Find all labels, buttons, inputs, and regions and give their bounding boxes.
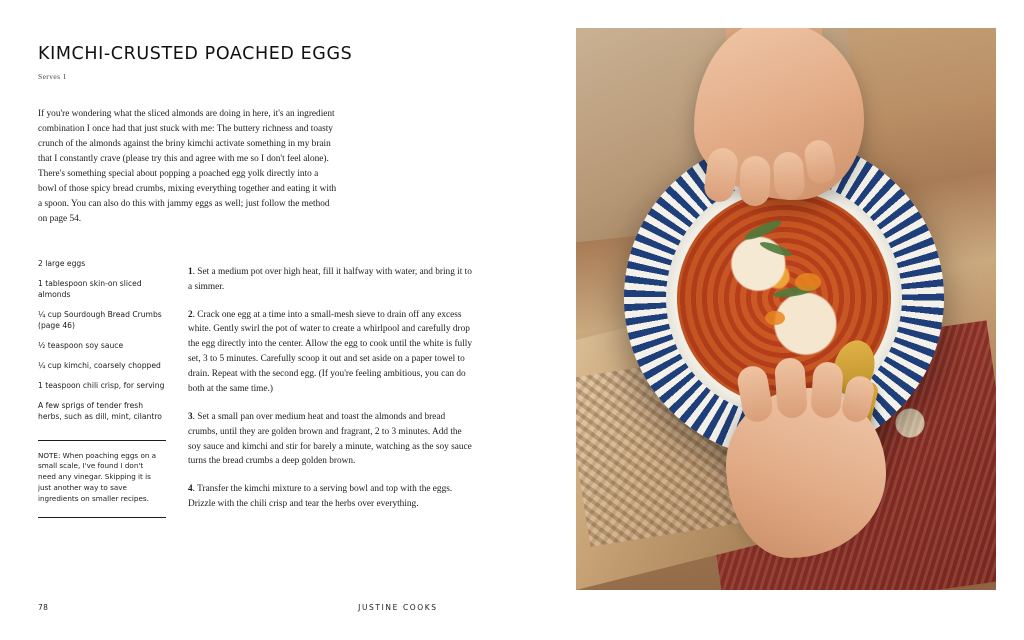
list-item: 1 teaspoon chili crisp, for serving <box>38 380 165 390</box>
recipe-headnote: If you're wondering what the sliced almonds are doing in here, it's an ingredient combination I once had that just stuck with me: The buttery richness and toasty crunch of the almonds against the briny kimchi activate something in my brain that I constantly crave (please try this and agree with me so I don't feel alone). There's something special about popping a poached egg yolk directly into a bowl of those spicy bread crumbs, mixing everything together and eating it with a spoon. You can also do this with jammy eggs as well; just follow the method on page 54. <box>38 109 337 225</box>
finger <box>802 138 837 186</box>
steps-column <box>188 256 472 526</box>
hand-upper <box>694 28 864 200</box>
list-item <box>188 308 472 397</box>
list-item <box>188 265 472 295</box>
recipe-body <box>38 256 472 526</box>
divider <box>38 440 166 441</box>
herb-sprig <box>743 217 783 243</box>
list-item: 2 large eggs <box>38 258 86 268</box>
divider <box>38 517 166 518</box>
ingredients-column <box>38 256 166 519</box>
yolk-drip <box>795 273 821 291</box>
list-item: ¼ cup Sourdough Bread Crumbs (page 46) <box>38 309 162 330</box>
step-number: 3 <box>188 411 193 422</box>
step-number: 4 <box>188 484 193 495</box>
step-text: . Transfer the kimchi mixture to a serving bowl and top with the eggs. Drizzle with the chili crisp and tear the herbs over everything. <box>188 484 453 510</box>
finger <box>772 151 805 201</box>
page-footer <box>38 603 472 612</box>
finger <box>739 155 771 206</box>
list-item: ½ teaspoon soy sauce <box>38 340 124 350</box>
list-item: ¼ cup kimchi, coarsely chopped <box>38 360 161 370</box>
list-item: A few sprigs of tender fresh herbs, such as dill, mint, cilantro <box>38 400 162 421</box>
finger <box>774 357 808 419</box>
step-number: 2 <box>188 309 193 320</box>
serves-label: Serves 1 <box>38 72 67 82</box>
list-item: 1 tablespoon skin-on sliced almonds <box>38 278 142 299</box>
page-number: 78 <box>38 603 49 612</box>
right-page <box>512 0 1024 640</box>
step-text: . Set a small pan over medium heat and toast the almonds and bread crumbs, until they are golden brown and fragrant, 2 to 3 minutes. Add the soy sauce and kimchi and stir for barely a minute, watching as the soy sauce turns the bread crumbs a deep golden brown. <box>188 411 472 467</box>
list-item <box>188 410 472 470</box>
step-number: 1 <box>188 266 193 277</box>
herb-sprig <box>759 239 794 258</box>
recipe-note: NOTE: When poaching eggs on a small scale, I've found I don't need any vinegar. Skipping it is just another way to save ingredients on smaller recipes. <box>38 450 157 504</box>
finger <box>810 361 844 419</box>
page-title: KIMCHI-CRUSTED POACHED EGGS <box>38 44 353 64</box>
step-text: . Crack one egg at a time into a small-mesh sieve to drain off any excess white. Gently swirl the pot of water to create a whirlpool and carefully drop the egg directly into the center. Allow the egg to cook until the white is fully set, 3 to 5 minutes. Carefully scoop it out and set aside on a paper towel to drain. Repeat with the second egg. (If you're feeling ambitious, you can do both at the same time.) <box>188 309 473 394</box>
recipe-photo <box>576 28 996 590</box>
running-head: JUSTINE COOKS <box>358 603 438 612</box>
list-item <box>188 482 472 512</box>
yolk-drip <box>765 311 785 325</box>
step-text: . Set a medium pot over high heat, fill it halfway with water, and bring it to a simmer. <box>188 266 472 292</box>
